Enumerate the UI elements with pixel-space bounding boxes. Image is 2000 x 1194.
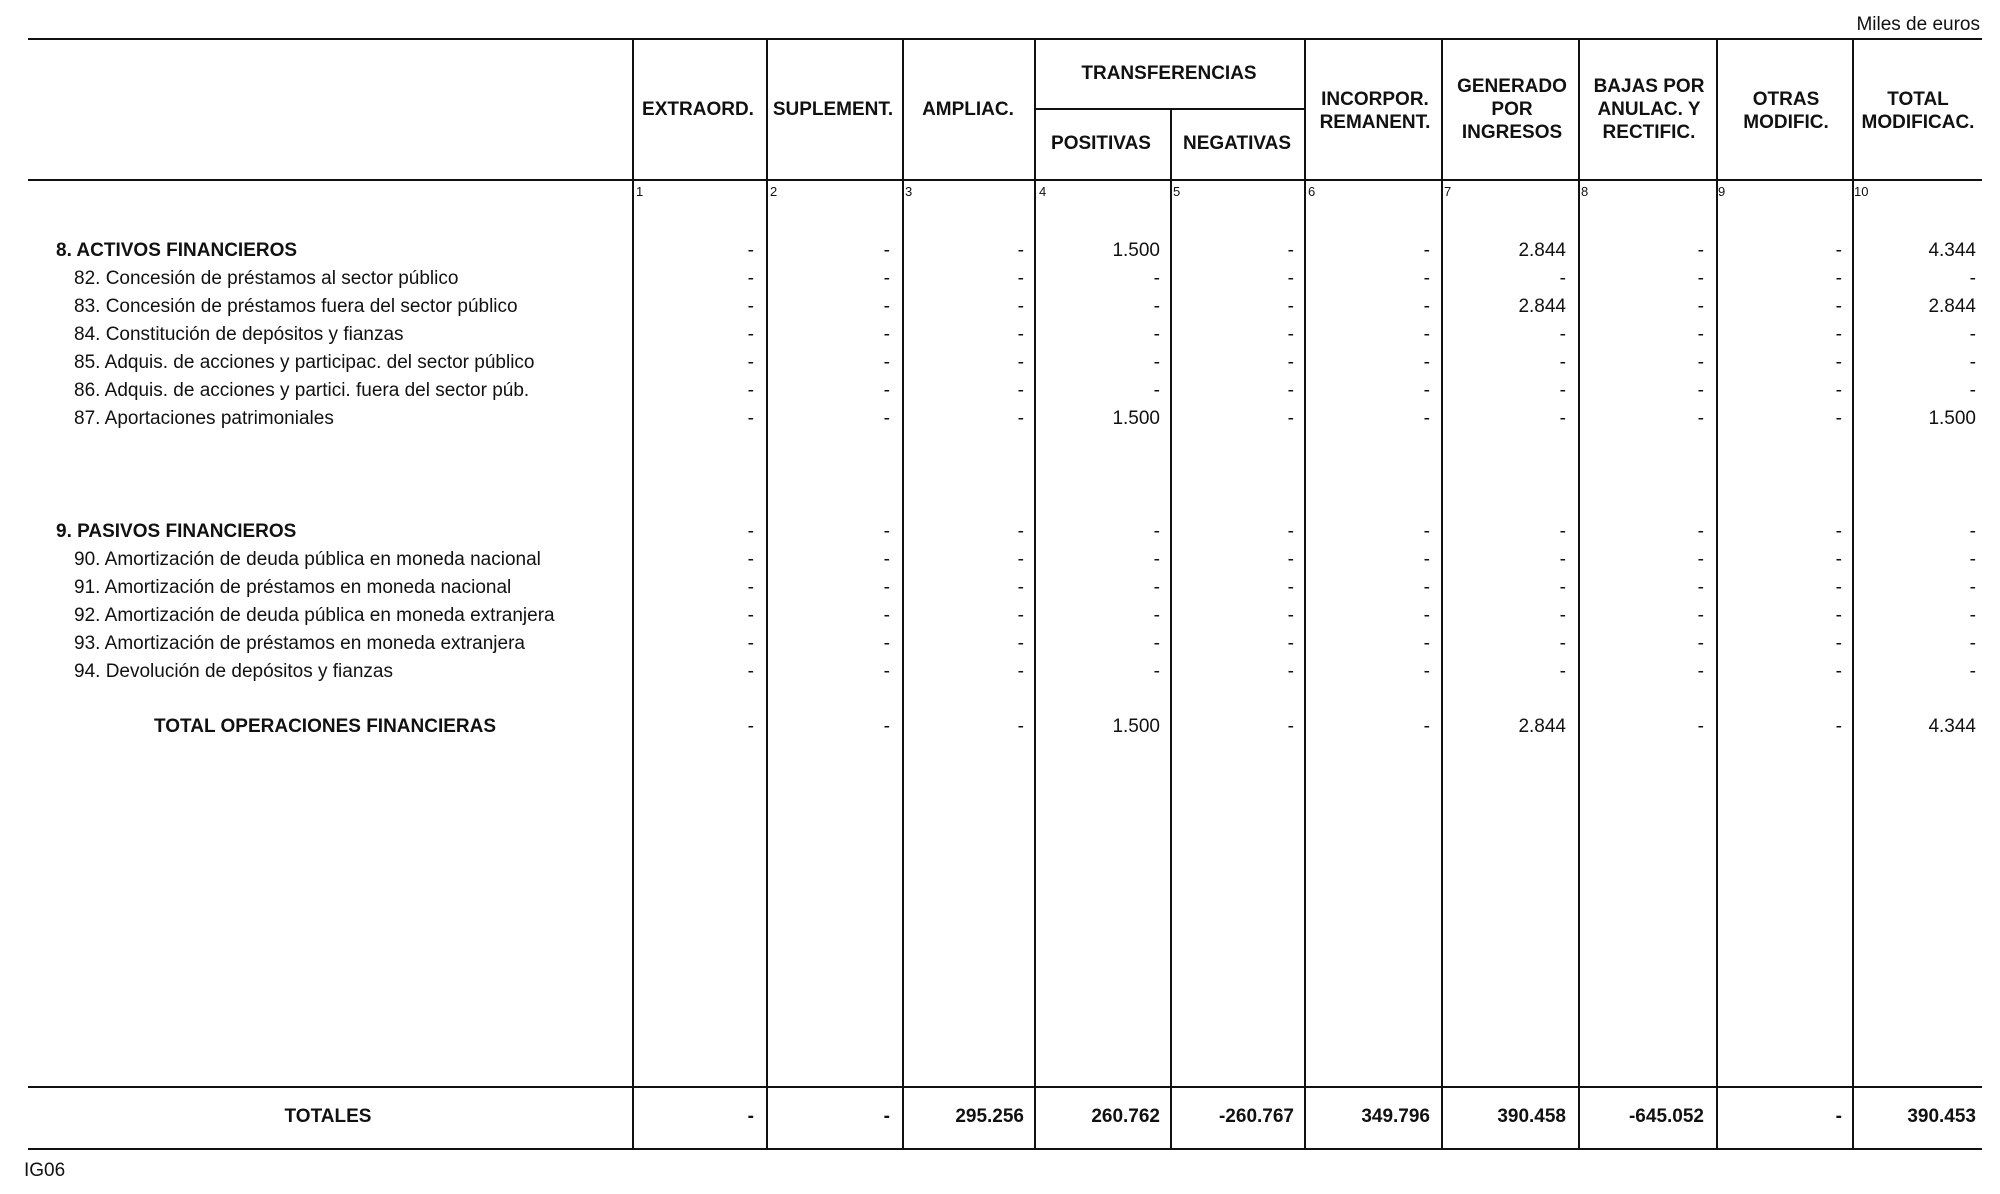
- column-divider: [1034, 38, 1036, 1148]
- table-cell: -: [1697, 240, 1704, 261]
- table-cell: -: [1559, 549, 1566, 570]
- row-label: 87. Aportaciones patrimoniales: [74, 408, 334, 429]
- table-cell: -: [1423, 408, 1430, 429]
- table-cell: -: [1287, 633, 1294, 654]
- row-label: 92. Amortización de deuda pública en moneda extranjera: [74, 605, 555, 626]
- totals-cell: 390.458: [1497, 1106, 1566, 1127]
- table-cell: -: [1835, 408, 1842, 429]
- table-cell: -: [1287, 716, 1294, 737]
- table-cell: -: [1423, 296, 1430, 317]
- column-divider: [1304, 38, 1306, 1148]
- table-cell: -: [1559, 661, 1566, 682]
- table-cell: -: [747, 324, 754, 345]
- table-cell: -: [1017, 661, 1024, 682]
- table-cell: -: [1153, 661, 1160, 682]
- col-number: 1: [636, 184, 644, 199]
- table-cell: -: [1017, 521, 1024, 542]
- table-cell: -: [1423, 324, 1430, 345]
- table-cell: -: [1969, 633, 1976, 654]
- col-header-bajas: BAJAS POR ANULAC. Y RECTIFIC.: [1593, 75, 1705, 143]
- totals-cell: -: [747, 1106, 754, 1127]
- table-cell: -: [1559, 324, 1566, 345]
- table-cell: -: [1835, 633, 1842, 654]
- table-cell: -: [1017, 380, 1024, 401]
- table-cell: -: [1017, 324, 1024, 345]
- table-cell: -: [1559, 633, 1566, 654]
- table-cell: -: [1423, 661, 1430, 682]
- table-cell: -: [1017, 716, 1024, 737]
- table-cell: -: [747, 268, 754, 289]
- table-cell: -: [883, 521, 890, 542]
- table-cell: -: [1423, 716, 1430, 737]
- header-bottom-rule: [28, 179, 1982, 181]
- table-cell: -: [1835, 324, 1842, 345]
- table-cell: -: [1835, 296, 1842, 317]
- totals-cell: 295.256: [955, 1106, 1024, 1127]
- table-cell: -: [1697, 352, 1704, 373]
- table-cell: -: [1559, 521, 1566, 542]
- table-cell: -: [883, 661, 890, 682]
- table-cell: -: [1287, 521, 1294, 542]
- table-cell: -: [1969, 324, 1976, 345]
- table-cell: 4.344: [1928, 240, 1976, 261]
- table-cell: -: [1559, 577, 1566, 598]
- col-number: 9: [1718, 184, 1726, 199]
- col-header-generado: GENERADO POR INGRESOS: [1457, 75, 1567, 143]
- table-cell: -: [1969, 605, 1976, 626]
- col-header-suplement: SUPLEMENT.: [772, 98, 894, 120]
- col-header-ampliac: AMPLIAC.: [922, 98, 1014, 120]
- totals-label: TOTALES: [284, 1106, 372, 1127]
- table-cell: -: [1969, 577, 1976, 598]
- table-cell: -: [1287, 268, 1294, 289]
- table-cell: -: [1835, 521, 1842, 542]
- table-cell: -: [883, 549, 890, 570]
- table-cell: -: [1423, 605, 1430, 626]
- table-cell: -: [747, 521, 754, 542]
- col-number: 2: [770, 184, 778, 199]
- column-divider: [1716, 38, 1718, 1148]
- subtotal-label: TOTAL OPERACIONES FINANCIERAS: [154, 716, 497, 737]
- table-cell: -: [747, 549, 754, 570]
- column-divider: [1852, 38, 1854, 1148]
- footer-code: IG06: [24, 1160, 66, 1181]
- table-cell: -: [1423, 577, 1430, 598]
- table-cell: -: [1835, 240, 1842, 261]
- table-cell: -: [1287, 240, 1294, 261]
- table-cell: -: [1969, 268, 1976, 289]
- table-cell: -: [1153, 549, 1160, 570]
- table-cell: -: [747, 296, 754, 317]
- table-cell: -: [747, 408, 754, 429]
- table-cell: -: [1423, 380, 1430, 401]
- table-cell: -: [883, 577, 890, 598]
- totals-cell: 260.762: [1091, 1106, 1160, 1127]
- table-cell: -: [1423, 240, 1430, 261]
- table-cell: -: [1287, 661, 1294, 682]
- table-cell: -: [1835, 661, 1842, 682]
- col-number: 10: [1854, 184, 1869, 199]
- column-divider: [1441, 38, 1443, 1148]
- table-cell: -: [1697, 633, 1704, 654]
- table-cell: 2.844: [1518, 296, 1566, 317]
- table-cell: -: [1559, 605, 1566, 626]
- totals-cell: -645.052: [1628, 1106, 1704, 1127]
- table-cell: -: [1423, 352, 1430, 373]
- section-heading: 9. PASIVOS FINANCIEROS: [56, 521, 297, 542]
- column-divider: [766, 38, 768, 1148]
- table-cell: -: [883, 296, 890, 317]
- table-cell: -: [1835, 605, 1842, 626]
- row-label: 86. Adquis. de acciones y partici. fuera del sector púb.: [74, 380, 530, 401]
- row-label: 91. Amortización de préstamos en moneda nacional: [74, 577, 512, 598]
- table-cell: -: [883, 605, 890, 626]
- table-cell: -: [1287, 324, 1294, 345]
- table-cell: -: [1017, 268, 1024, 289]
- table-cell: -: [1697, 408, 1704, 429]
- table-cell: -: [1287, 408, 1294, 429]
- table-cell: -: [747, 380, 754, 401]
- table-cell: -: [747, 716, 754, 737]
- table-cell: 2.844: [1518, 240, 1566, 261]
- table-cell: -: [1969, 352, 1976, 373]
- table-cell: -: [1969, 521, 1976, 542]
- table-cell: -: [1287, 577, 1294, 598]
- table-cell: -: [1969, 380, 1976, 401]
- table-cell: -: [1287, 605, 1294, 626]
- table-cell: -: [747, 352, 754, 373]
- table-cell: -: [883, 633, 890, 654]
- totals-cell: 349.796: [1361, 1106, 1430, 1127]
- row-label: 93. Amortización de préstamos en moneda extranjera: [74, 633, 525, 654]
- table-cell: -: [1287, 380, 1294, 401]
- table-cell: -: [1559, 408, 1566, 429]
- table-cell: -: [1287, 549, 1294, 570]
- table-cell: -: [1153, 324, 1160, 345]
- table-cell: -: [1559, 268, 1566, 289]
- table-cell: 2.844: [1928, 296, 1976, 317]
- transfer-subheader-rule: [1034, 108, 1304, 110]
- col-header-extraord: EXTRAORD.: [642, 98, 754, 120]
- column-divider: [902, 38, 904, 1148]
- table-cell: -: [1835, 268, 1842, 289]
- table-cell: -: [1969, 661, 1976, 682]
- table-cell: -: [883, 268, 890, 289]
- table-cell: -: [1287, 296, 1294, 317]
- col-number: 6: [1308, 184, 1316, 199]
- table-cell: -: [1153, 296, 1160, 317]
- table-cell: -: [883, 324, 890, 345]
- totals-top-rule: [28, 1086, 1982, 1088]
- table-cell: -: [1835, 352, 1842, 373]
- table-cell: -: [883, 380, 890, 401]
- table-cell: -: [747, 605, 754, 626]
- col-number: 8: [1581, 184, 1589, 199]
- table-cell: 1.500: [1112, 408, 1160, 429]
- table-cell: -: [883, 716, 890, 737]
- table-cell: -: [1697, 268, 1704, 289]
- table-cell: -: [747, 661, 754, 682]
- table-cell: -: [747, 577, 754, 598]
- table-cell: -: [1423, 268, 1430, 289]
- row-label: 83. Concesión de préstamos fuera del sector público: [74, 296, 518, 317]
- table-cell: -: [1697, 605, 1704, 626]
- table-cell: -: [1835, 716, 1842, 737]
- table-cell: -: [1017, 352, 1024, 373]
- table-cell: -: [1017, 408, 1024, 429]
- table-cell: -: [1153, 577, 1160, 598]
- table-cell: -: [1835, 577, 1842, 598]
- table-cell: -: [1697, 716, 1704, 737]
- totals-cell: 390.453: [1907, 1106, 1976, 1127]
- table-cell: -: [1697, 549, 1704, 570]
- table-cell: -: [883, 240, 890, 261]
- column-divider: [1578, 38, 1580, 1148]
- table-cell: -: [883, 408, 890, 429]
- col-header-incorpor: INCORPOR. REMANENT.: [1319, 89, 1431, 133]
- table-cell: -: [1697, 577, 1704, 598]
- top-rule: [28, 38, 1982, 40]
- row-label: 90. Amortización de deuda pública en moneda nacional: [74, 549, 541, 570]
- totals-cell: -260.767: [1218, 1106, 1294, 1127]
- table-cell: -: [1835, 380, 1842, 401]
- section-heading: 8. ACTIVOS FINANCIEROS: [56, 240, 298, 261]
- table-cell: -: [1017, 549, 1024, 570]
- table-cell: -: [1697, 380, 1704, 401]
- col-header-otras: OTRAS MODIFIC.: [1743, 89, 1829, 133]
- column-divider: [1170, 108, 1172, 1148]
- table-cell: -: [1697, 521, 1704, 542]
- col-header-positivas: POSITIVAS: [1051, 132, 1151, 154]
- table-cell: -: [1017, 240, 1024, 261]
- row-label: 82. Concesión de préstamos al sector público: [74, 268, 459, 289]
- table-cell: -: [1697, 324, 1704, 345]
- row-label: 84. Constitución de depósitos y fianzas: [74, 324, 404, 345]
- table-cell: -: [1017, 605, 1024, 626]
- table-cell: -: [1017, 577, 1024, 598]
- table-cell: -: [1017, 296, 1024, 317]
- table-cell: -: [747, 633, 754, 654]
- table-cell: -: [883, 352, 890, 373]
- table-cell: -: [1153, 521, 1160, 542]
- row-label: 85. Adquis. de acciones y participac. del sector público: [74, 352, 535, 373]
- table-cell: 1.500: [1928, 408, 1976, 429]
- table-cell: -: [1153, 380, 1160, 401]
- table-cell: 1.500: [1112, 716, 1160, 737]
- table-cell: -: [1697, 296, 1704, 317]
- table-cell: 2.844: [1518, 716, 1566, 737]
- col-number: 7: [1444, 184, 1452, 199]
- table-cell: -: [1017, 633, 1024, 654]
- column-divider: [632, 38, 634, 1148]
- col-number: 4: [1039, 184, 1047, 199]
- table-cell: -: [1835, 549, 1842, 570]
- col-header-total: TOTAL MODIFICAC.: [1861, 89, 1975, 133]
- table-cell: -: [1153, 605, 1160, 626]
- table-cell: -: [1969, 549, 1976, 570]
- table-cell: -: [1423, 521, 1430, 542]
- col-header-negativas: NEGATIVAS: [1182, 132, 1292, 154]
- table-cell: -: [1559, 352, 1566, 373]
- totals-cell: -: [883, 1106, 890, 1127]
- table-cell: -: [1423, 549, 1430, 570]
- table-cell: -: [747, 240, 754, 261]
- col-number: 5: [1173, 184, 1181, 199]
- row-label: 94. Devolución de depósitos y fianzas: [74, 661, 393, 682]
- table-cell: 4.344: [1928, 716, 1976, 737]
- unit-label: Miles de euros: [1856, 14, 1980, 35]
- totals-bottom-rule: [28, 1148, 1982, 1150]
- table-cell: -: [1153, 633, 1160, 654]
- totals-cell: -: [1835, 1106, 1842, 1127]
- table-cell: 1.500: [1112, 240, 1160, 261]
- col-header-transferencias: TRANSFERENCIAS: [1081, 62, 1257, 84]
- col-number: 3: [905, 184, 913, 199]
- table-cell: -: [1423, 633, 1430, 654]
- table-cell: -: [1559, 380, 1566, 401]
- table-cell: -: [1153, 268, 1160, 289]
- table-cell: -: [1697, 661, 1704, 682]
- table-cell: -: [1287, 352, 1294, 373]
- table-cell: -: [1153, 352, 1160, 373]
